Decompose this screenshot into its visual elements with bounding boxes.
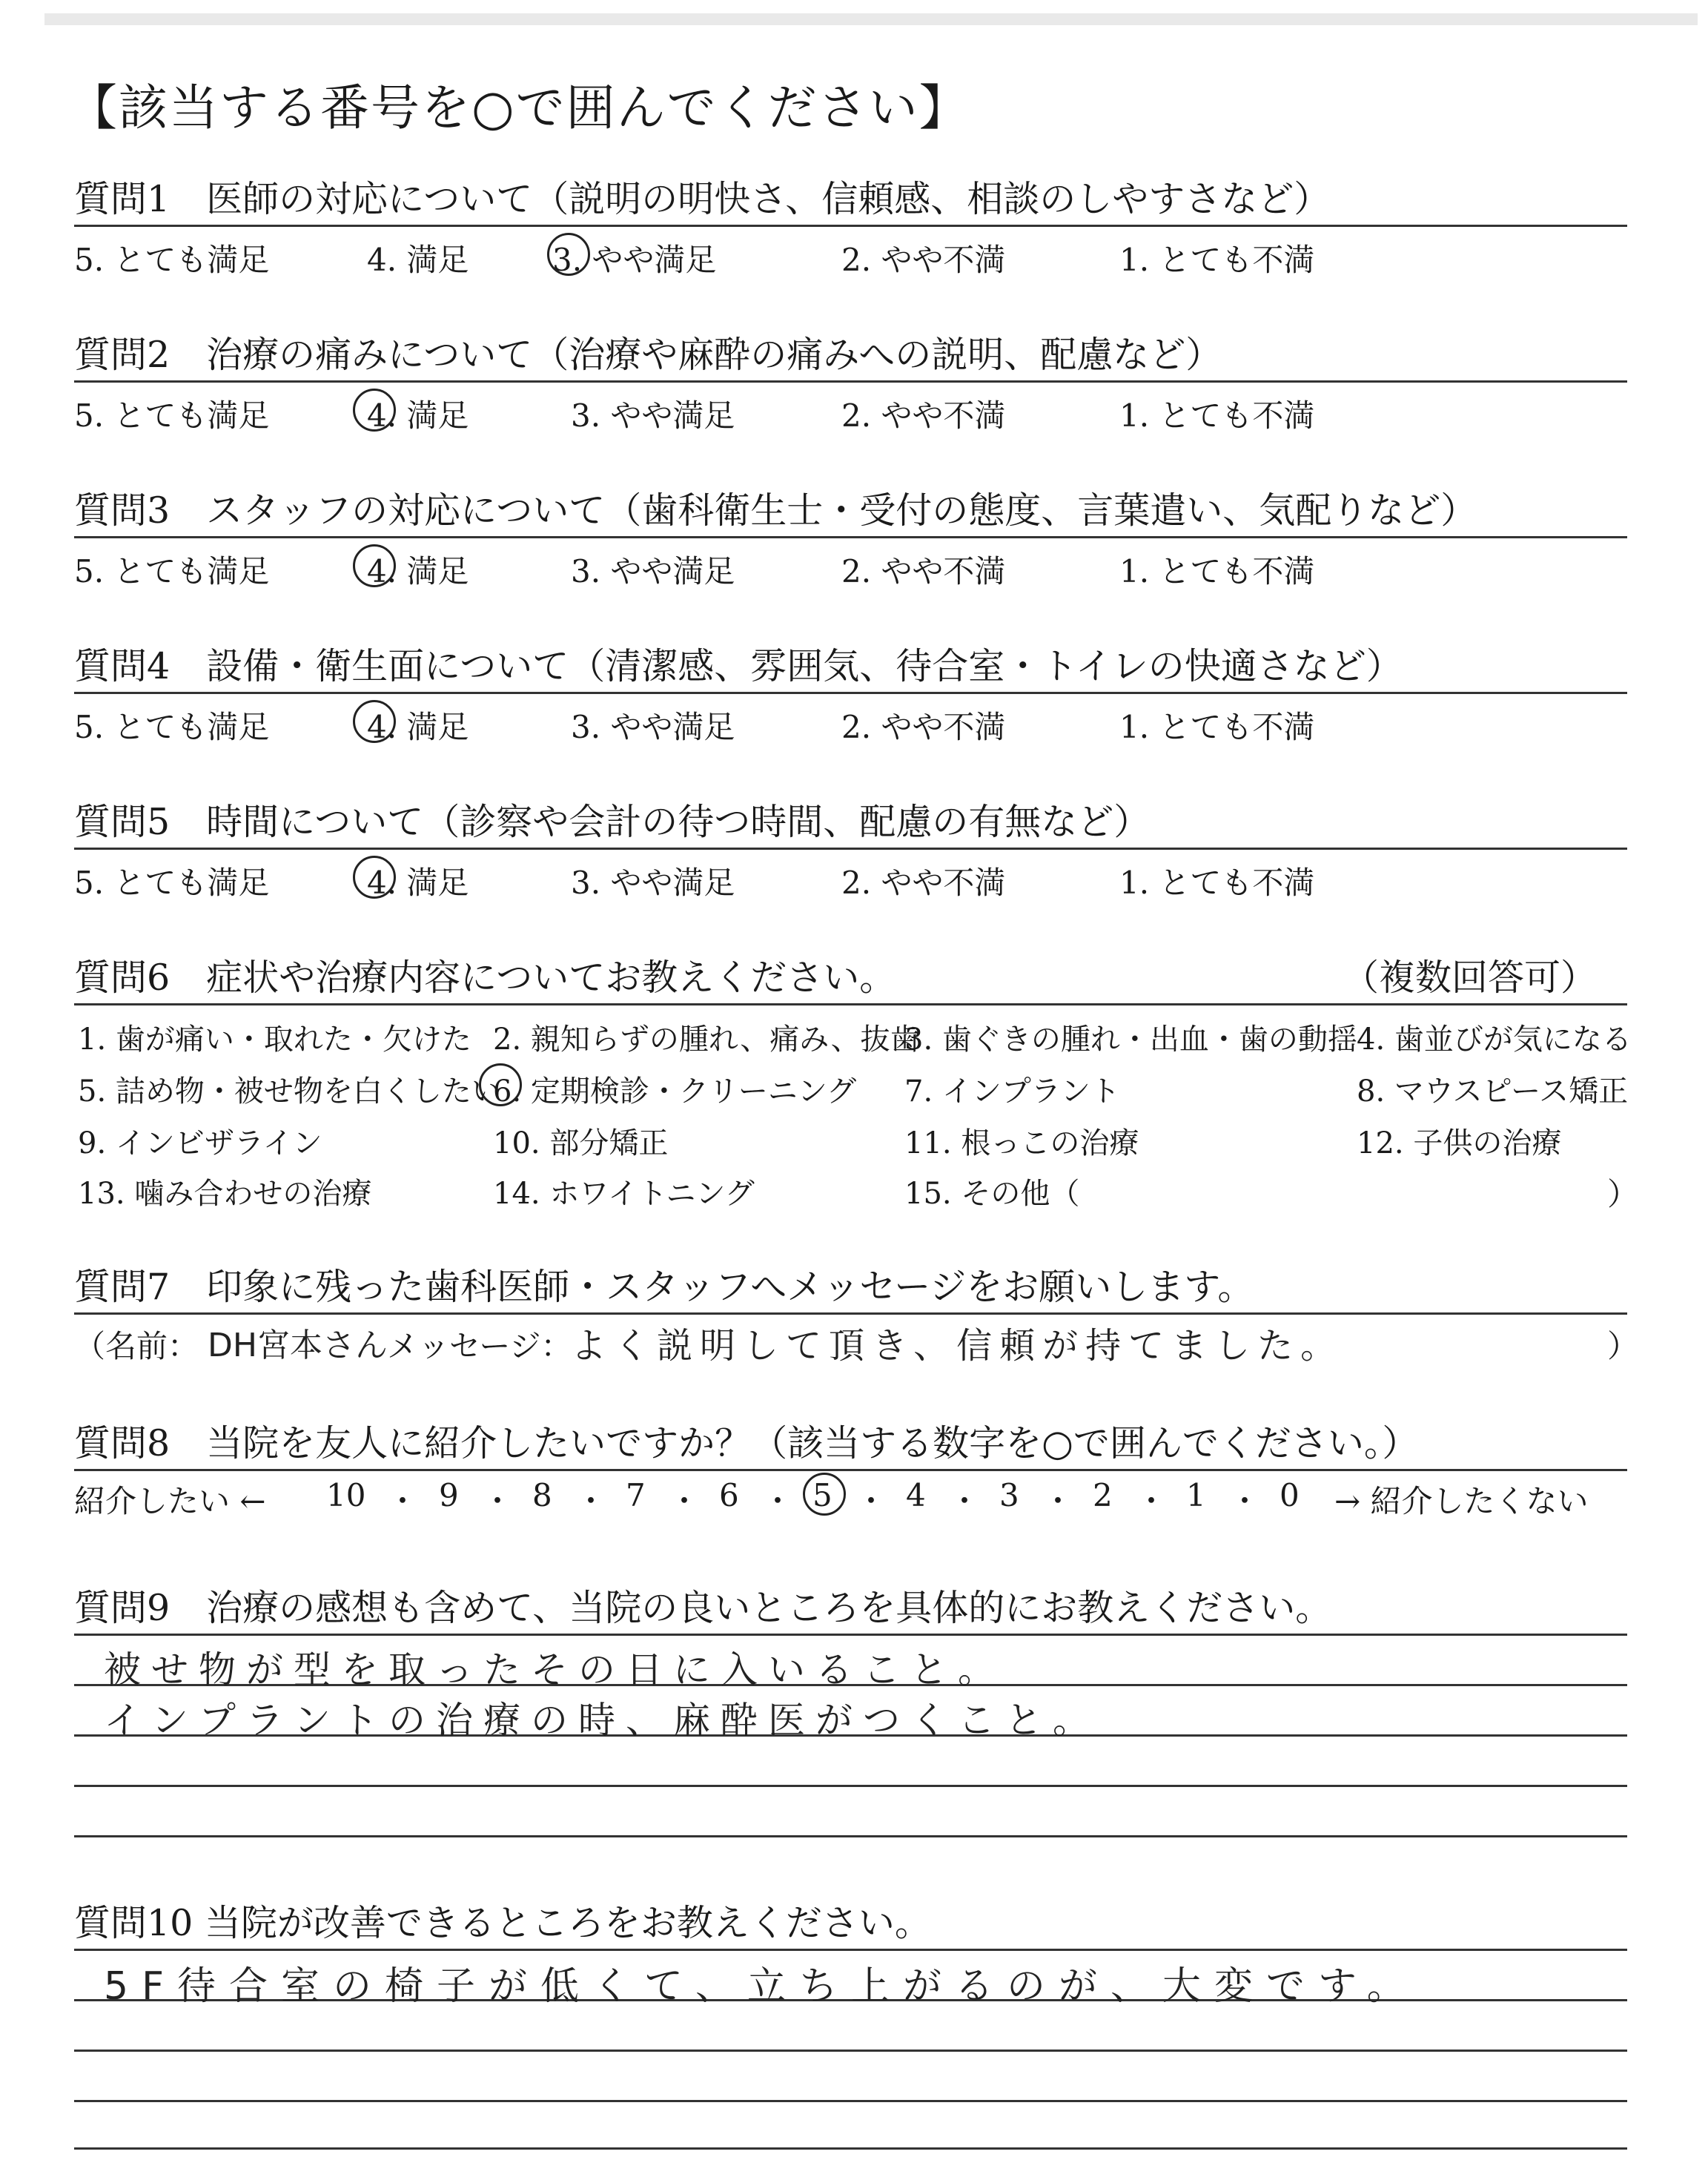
q5-rule (74, 848, 1627, 850)
q10-rule-3 (74, 2050, 1627, 2052)
q2-option-3[interactable]: 3. やや満足 (571, 397, 735, 434)
q8-sep: ・ (1042, 1483, 1074, 1519)
q4-option-1[interactable]: 1. とても不満 (1119, 709, 1315, 745)
q3-option-2[interactable]: 2. やや不満 (841, 553, 1006, 589)
q5-option-3[interactable]: 3. やや満足 (571, 865, 735, 901)
q8-scale-10[interactable]: 10 (326, 1477, 366, 1513)
q8-rule (74, 1469, 1627, 1471)
q7-message-handwriting[interactable]: よく説明して頂き、信頼が持てました。 (571, 1325, 1344, 1367)
q5-answer-circle (353, 856, 396, 899)
q4-option-3[interactable]: 3. やや満足 (571, 709, 735, 745)
q6-item-6[interactable]: 6. 定期検診・クリーニング (493, 1074, 857, 1109)
q3-rule (74, 536, 1627, 538)
q8-scale-4[interactable]: 4 (906, 1477, 926, 1513)
q2-option-5[interactable]: 5. とても満足 (74, 397, 270, 434)
q4-option-2[interactable]: 2. やや不満 (841, 709, 1006, 745)
q6-heading: 質問6 症状や治療内容についてお教えください。 (74, 957, 896, 999)
q6-item-10[interactable]: 10. 部分矯正 (493, 1126, 669, 1160)
q6-other-close-paren: ） (1607, 1176, 1639, 1212)
q6-item-14[interactable]: 14. ホワイトニング (493, 1177, 755, 1211)
q3-option-1[interactable]: 1. とても不満 (1119, 553, 1315, 589)
q8-sep: ・ (1229, 1483, 1261, 1519)
q9-heading: 質問9 治療の感想も含めて、当院の良いところを具体的にお教えください。 (74, 1587, 1332, 1629)
q3-option-5[interactable]: 5. とても満足 (74, 553, 270, 589)
page-title: 【該当する番号を○で囲んでください】 (68, 79, 970, 136)
q1-option-1[interactable]: 1. とても不満 (1119, 242, 1315, 278)
q8-sep: ・ (482, 1483, 514, 1519)
q2-answer-circle (353, 389, 396, 432)
q5-option-1[interactable]: 1. とても不満 (1119, 865, 1315, 901)
q2-option-4[interactable]: 4. 満足 (367, 397, 469, 434)
q8-scale-3[interactable]: 3 (999, 1477, 1019, 1513)
scan-top-band (44, 13, 1698, 25)
q6-item-1[interactable]: 1. 歯が痛い・取れた・欠けた (78, 1023, 471, 1057)
q9-handwriting-line-2[interactable]: インプラントの治療の時、麻酔医がつくこと。 (104, 1699, 1100, 1742)
q6-multiple-note: （複数回答可） (1342, 957, 1597, 999)
q10-rule-1 (74, 1949, 1627, 1951)
q10-heading: 質問10 当院が改善できるところをお教えください。 (74, 1902, 931, 1944)
q8-sep: ・ (855, 1483, 887, 1519)
q5-option-2[interactable]: 2. やや不満 (841, 865, 1006, 901)
q4-answer-circle (353, 700, 396, 743)
q4-rule (74, 692, 1627, 694)
q1-option-4[interactable]: 4. 満足 (367, 242, 469, 278)
q6-item-8[interactable]: 8. マウスピース矯正 (1357, 1074, 1629, 1109)
q9-rule-1 (74, 1634, 1627, 1636)
q4-option-4[interactable]: 4. 満足 (367, 709, 469, 745)
q8-scale-1[interactable]: 1 (1186, 1477, 1206, 1513)
q2-heading: 質問2 治療の痛みについて（治療や麻酔の痛みへの説明、配慮など） (74, 334, 1222, 376)
q2-rule (74, 380, 1627, 383)
q8-scale-5[interactable]: 5 (812, 1477, 833, 1513)
q7-close-paren: ） (1607, 1328, 1639, 1364)
q8-scale-7[interactable]: 7 (626, 1477, 646, 1513)
q5-heading: 質問5 時間について（診察や会計の待つ時間、配慮の有無など） (74, 801, 1151, 843)
q8-scale-2[interactable]: 2 (1093, 1477, 1113, 1513)
q4-option-5[interactable]: 5. とても満足 (74, 709, 270, 745)
q10-handwriting-line-1[interactable]: 5F待合室の椅子が低くて、立ち上がるのが、大変です。 (104, 1964, 1419, 2009)
q6-rule (74, 1003, 1627, 1005)
q8-scale-8[interactable]: 8 (532, 1477, 552, 1513)
q8-left-label: 紹介したい ← (74, 1483, 266, 1519)
q3-heading: 質問3 スタッフの対応について（歯科衛生士・受付の態度、言葉遣い、気配りなど） (74, 489, 1477, 532)
q1-option-2[interactable]: 2. やや不満 (841, 242, 1006, 278)
q8-answer-circle (803, 1473, 846, 1516)
q7-heading: 質問7 印象に残った歯科医師・スタッフへメッセージをお願いします。 (74, 1266, 1254, 1308)
q4-heading: 質問4 設備・衛生面について（清潔感、雰囲気、待合室・トイレの快適さなど） (74, 645, 1403, 687)
q3-option-4[interactable]: 4. 満足 (367, 553, 469, 589)
q8-sep: ・ (949, 1483, 981, 1519)
q3-option-3[interactable]: 3. やや満足 (571, 553, 735, 589)
q6-answer-circle (479, 1063, 522, 1106)
q7-name-handwriting[interactable]: DH宮本さん (208, 1327, 388, 1364)
q6-item-2[interactable]: 2. 親知らずの腫れ、痛み、抜歯 (493, 1023, 920, 1057)
q6-item-12[interactable]: 12. 子供の治療 (1357, 1126, 1562, 1160)
q9-handwriting-line-1[interactable]: 被せ物が型を取ったその日に入いること。 (104, 1648, 1005, 1691)
q2-option-1[interactable]: 1. とても不満 (1119, 397, 1315, 434)
q8-sep: ・ (387, 1483, 419, 1519)
q6-item-5[interactable]: 5. 詰め物・被せ物を白くしたい (78, 1074, 501, 1109)
q7-rule (74, 1312, 1627, 1315)
q7-message-label: メッセージ： (387, 1328, 572, 1364)
q8-sep: ・ (762, 1483, 794, 1519)
q1-option-3[interactable]: 3. やや満足 (552, 242, 717, 278)
q5-option-5[interactable]: 5. とても満足 (74, 865, 270, 901)
q5-option-4[interactable]: 4. 満足 (367, 865, 469, 901)
q8-scale-6[interactable]: 6 (719, 1477, 739, 1513)
q6-item-7[interactable]: 7. インプラント (904, 1074, 1120, 1109)
q6-item-15[interactable]: 15. その他（ (904, 1177, 1080, 1211)
q6-item-4[interactable]: 4. 歯並びが気になる (1357, 1023, 1632, 1057)
q6-item-11[interactable]: 11. 根っこの治療 (904, 1126, 1139, 1160)
q1-answer-circle (547, 233, 590, 276)
q8-sep: ・ (1136, 1483, 1168, 1519)
q10-rule-5 (74, 2147, 1627, 2150)
q8-right-label: → 紹介したくない (1334, 1483, 1589, 1519)
q6-item-13[interactable]: 13. 噛み合わせの治療 (78, 1177, 372, 1211)
q1-heading: 質問1 医師の対応について（説明の明快さ、信頼感、相談のしやすさなど） (74, 178, 1331, 220)
q8-heading: 質問8 当院を友人に紹介したいですか？（該当する数字を○で囲んでください。） (74, 1422, 1419, 1464)
q1-option-5[interactable]: 5. とても満足 (74, 242, 270, 278)
q7-name-label: （名前： (74, 1328, 199, 1364)
q10-rule-4 (74, 2100, 1627, 2102)
q8-sep: ・ (669, 1483, 701, 1519)
q2-option-2[interactable]: 2. やや不満 (841, 397, 1006, 434)
q6-item-9[interactable]: 9. インビザライン (78, 1126, 322, 1160)
q8-sep: ・ (575, 1483, 607, 1519)
q8-scale-0[interactable]: 0 (1280, 1477, 1300, 1513)
q3-answer-circle (353, 544, 396, 587)
q1-rule (74, 225, 1627, 227)
q6-item-3[interactable]: 3. 歯ぐきの腫れ・出血・歯の動揺 (904, 1023, 1357, 1057)
q9-rule-5 (74, 1835, 1627, 1837)
q9-rule-4 (74, 1785, 1627, 1787)
q8-scale-9[interactable]: 9 (439, 1477, 459, 1513)
